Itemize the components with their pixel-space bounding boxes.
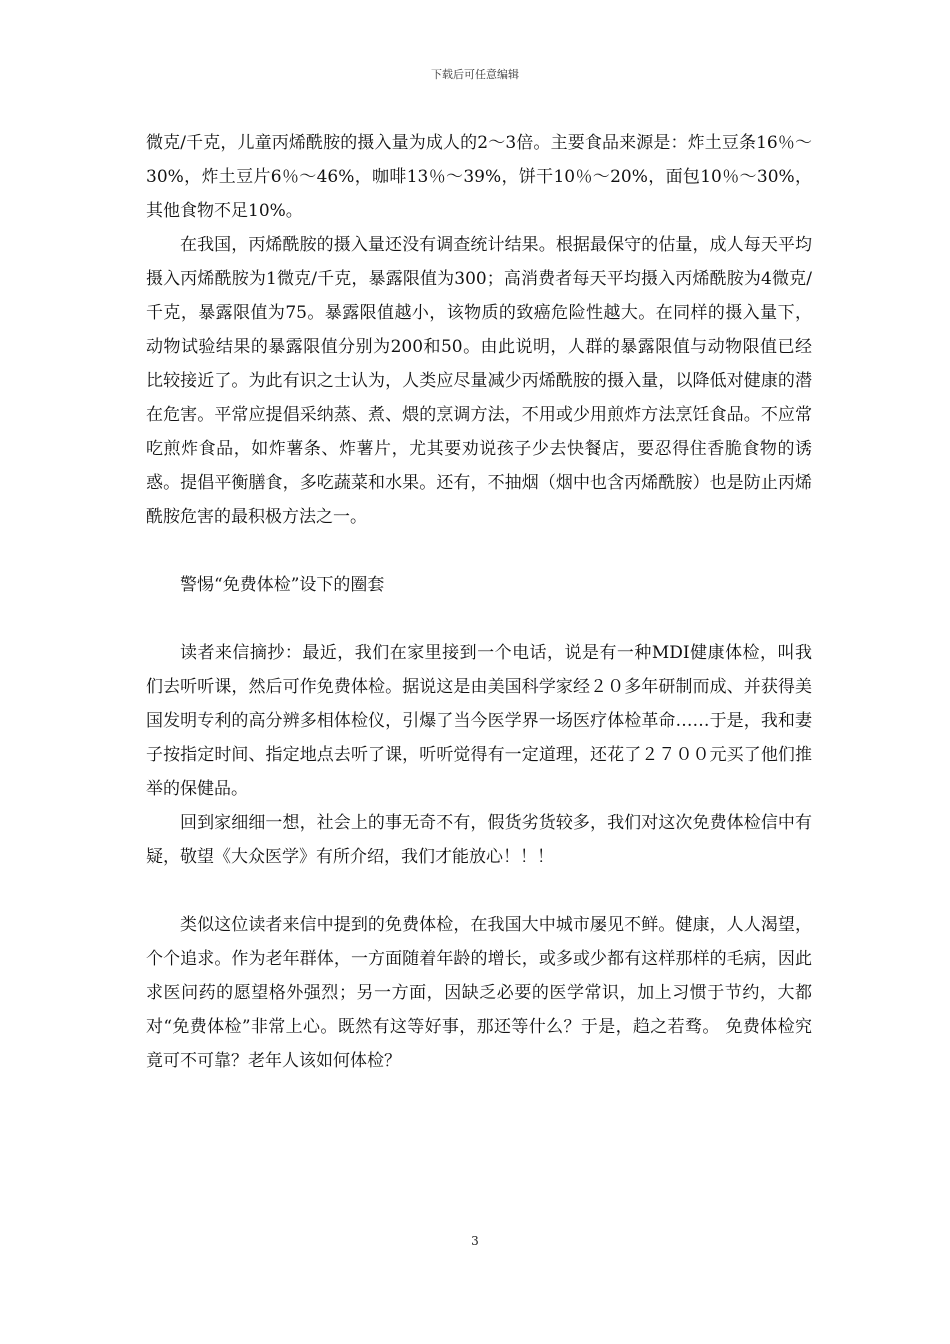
paragraph-free-checkup: 类似这位读者来信中提到的免费体检，在我国大中城市屡见不鲜。健康，人人渴望，个个追求。作为老年群体，一方面随着年龄的增长，或多或少都有这样那样的毛病，因此求医问药的愿望格外强烈；另一方面，因缺乏必要的医学常识，加上习惯于节约，大都对“免费体检”非常上心。既然有这等好事，那还等什么？于是，趋之若骛。 免费体检究竟可不可靠？老年人该如何体检？ xyxy=(146,915,812,1071)
paragraph-intake-sources: 微克/千克，儿童丙烯酰胺的摄入量为成人的2～3倍。主要食品来源是：炸土豆条16％～30%，炸土豆片6％～46%，咖啡13％～39%，饼干10％～20%，面包10％～30%，其他食物不足10%。 xyxy=(146,133,812,221)
paragraph-china-exposure: 在我国，丙烯酰胺的摄入量还没有调查统计结果。根据最保守的估量，成人每天平均摄入丙烯酰胺为1微克/千克，暴露限值为300；高消费者每天平均摄入丙烯酰胺为4微克/千克，暴露限值为75。暴露限值越小，该物质的致癌危险性越大。在同样的摄入量下，动物试验结果的暴露限值分别为200和50。由此说明，人群的暴露限值与动物限值已经比较接近了。为此有识之士认为，人类应尽量减少丙烯酰胺的摄入量，以降低对健康的潜在危害。平常应提倡采纳蒸、煮、煨的烹调方法，不用或少用煎炸方法烹饪食品。不应常吃煎炸食品，如炸薯条、炸薯片，尤其要劝说孩子少去快餐店，要忍得住香脆食物的诱惑。提倡平衡膳食，多吃蔬菜和水果。还有，不抽烟（烟中也含丙烯酰胺）也是防止丙烯酰胺危害的最积极方法之一。 xyxy=(146,235,812,527)
paragraph-reader-letter: 读者来信摘抄：最近，我们在家里接到一个电话，说是有一种MDI健康体检，叫我们去听听课，然后可作免费体检。据说这是由美国科学家经２０多年研制而成、并获得美国发明专利的高分辨多相体检仪，引爆了当今医学界一场医疗体检革命……于是，我和妻子按指定时间、指定地点去听了课，听听觉得有一定道理，还花了２７００元买了他们推举的保健品。 xyxy=(146,643,812,799)
page-header: 下载后可任意编辑 xyxy=(431,68,519,81)
paragraph-reader-doubt: 回到家细细一想，社会上的事无奇不有，假货劣货较多，我们对这次免费体检信中有疑，敬望《大众医学》有所介绍，我们才能放心！！！ xyxy=(146,813,812,867)
page-number: 3 xyxy=(471,1234,479,1248)
section-heading: 警惕“免费体检”设下的圈套 xyxy=(180,575,385,595)
document-body xyxy=(146,126,812,1078)
